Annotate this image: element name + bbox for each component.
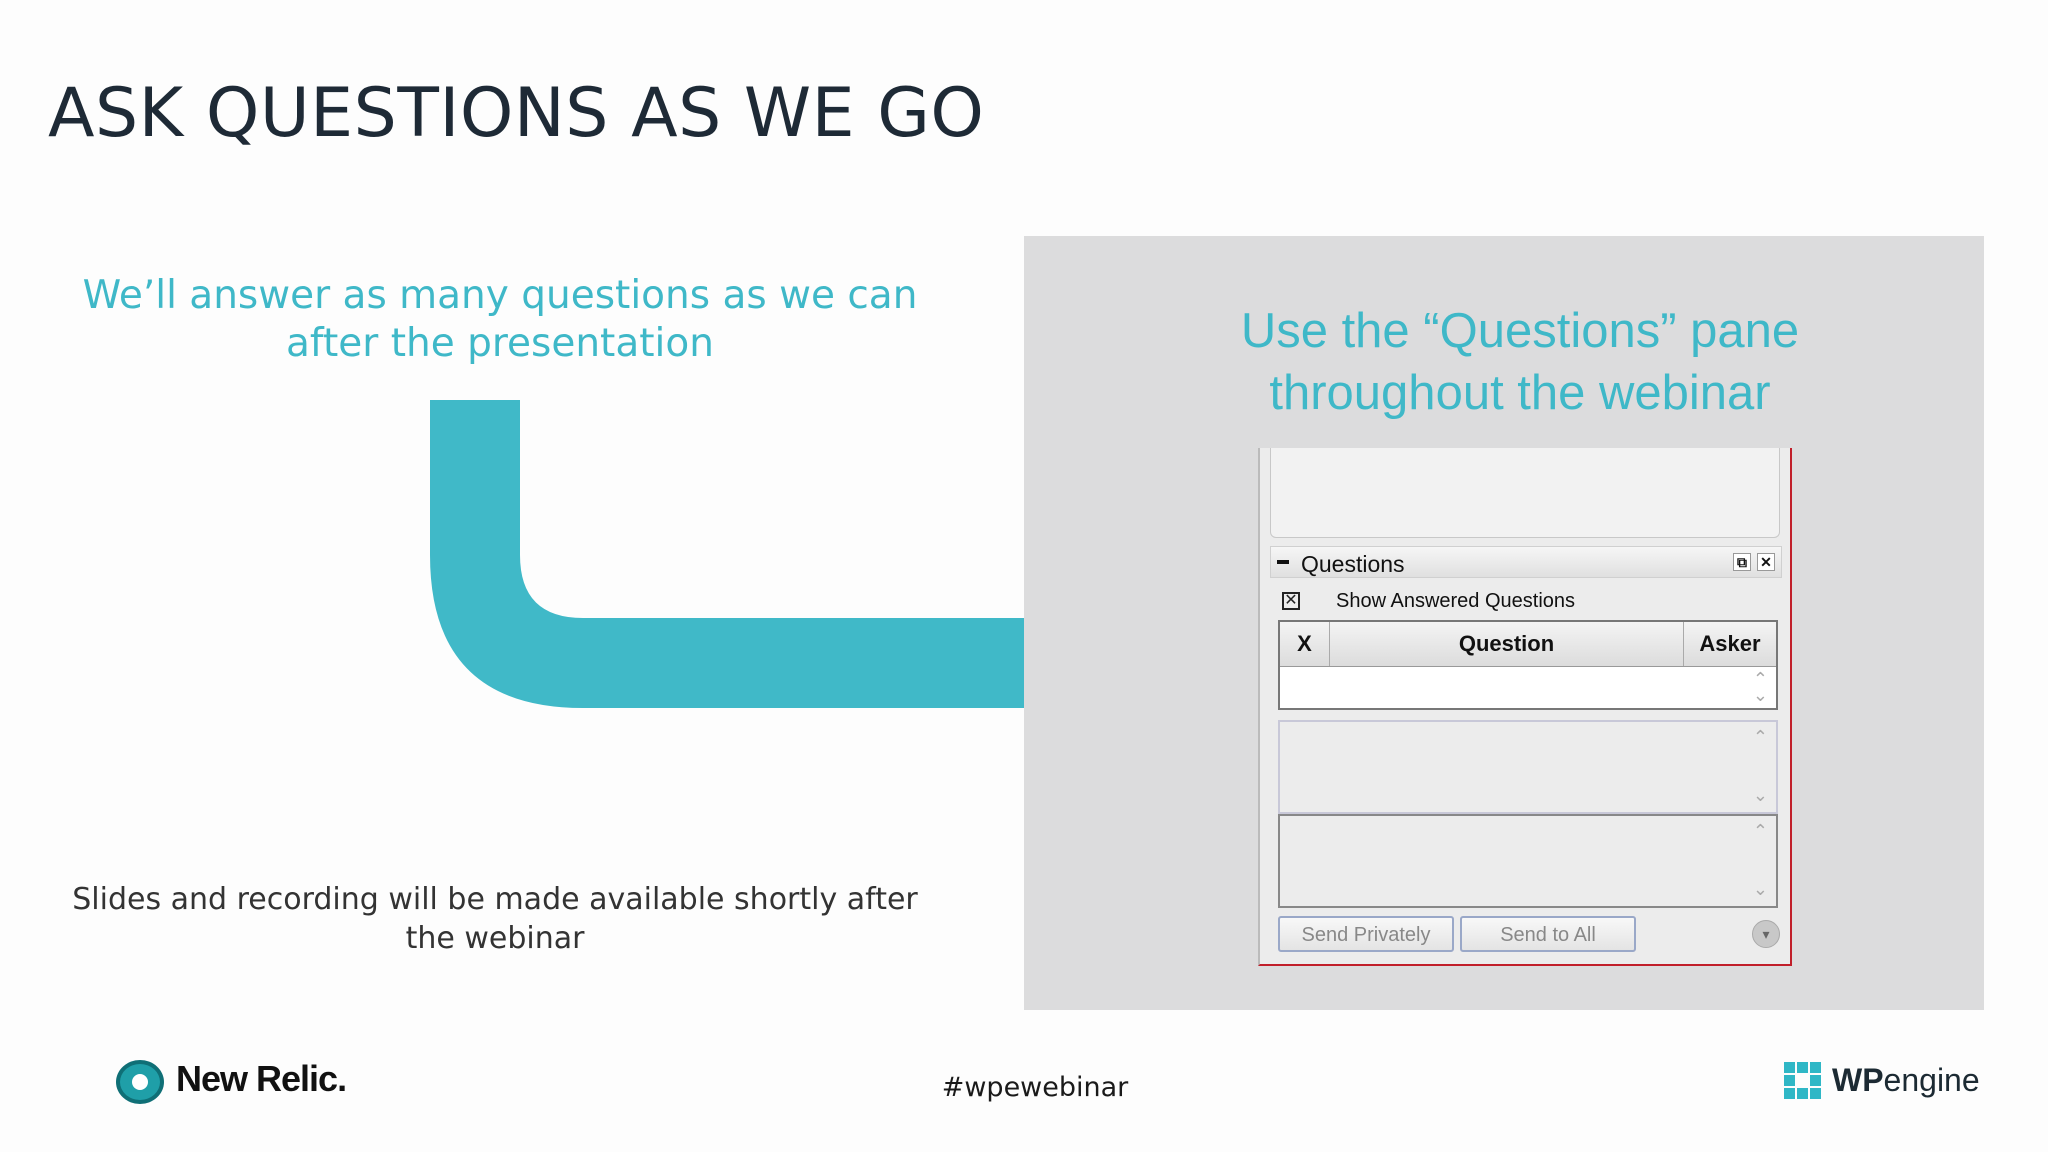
questions-pane	[1258, 448, 1792, 966]
send-privately-button[interactable]: Send Privately	[1278, 916, 1454, 952]
wp-engine-wordmark-light: engine	[1883, 1062, 1980, 1098]
questions-header[interactable]	[1270, 546, 1782, 578]
show-answered-checkbox[interactable]: ✕	[1282, 592, 1300, 610]
scroll-up-icon[interactable]: ⌃	[1752, 821, 1768, 841]
questions-table[interactable]	[1278, 620, 1778, 710]
close-icon[interactable]: ✕	[1757, 553, 1775, 571]
collapse-icon[interactable]	[1277, 560, 1289, 564]
wp-engine-wordmark	[1832, 1062, 1980, 1099]
wp-engine-logo	[1784, 1060, 2004, 1104]
answer-after-message: We’ll answer as many questions as we can after the presentation	[82, 273, 918, 366]
hashtag: #wpewebinar	[941, 1072, 1129, 1103]
pane-top-area	[1270, 448, 1780, 538]
column-header-x[interactable]: X	[1280, 622, 1330, 666]
new-relic-wordmark: New Relic.	[176, 1058, 347, 1099]
answer-display-box	[1278, 720, 1778, 814]
wp-engine-wordmark-bold: WP	[1832, 1062, 1884, 1098]
column-header-question[interactable]: Question	[1330, 622, 1684, 666]
options-icon[interactable]: ▾	[1752, 920, 1780, 948]
scroll-down-icon[interactable]: ⌄	[1752, 785, 1768, 805]
table-header	[1280, 622, 1776, 667]
scroll-up-icon[interactable]: ⌃	[1752, 669, 1768, 689]
recording-note: Slides and recording will be made available shortly after the webinar	[72, 882, 918, 956]
panel-heading: Use the “Questions” pane throughout the webinar	[1240, 304, 1800, 420]
show-answered-label: Show Answered Questions	[1336, 590, 1576, 612]
column-header-asker[interactable]: Asker	[1699, 631, 1761, 656]
send-to-all-button[interactable]: Send to All	[1460, 916, 1636, 952]
new-relic-icon	[116, 1060, 164, 1104]
scroll-down-icon[interactable]: ⌄	[1752, 879, 1768, 899]
scroll-down-icon[interactable]: ⌄	[1752, 685, 1768, 705]
wp-engine-icon	[1784, 1062, 1822, 1100]
scroll-up-icon[interactable]: ⌃	[1752, 727, 1768, 747]
questions-title: Questions	[1301, 551, 1405, 577]
question-input-box[interactable]	[1278, 814, 1778, 908]
popout-icon[interactable]: ⧉	[1733, 553, 1751, 571]
slide-title: ASK QUESTIONS AS WE GO	[48, 74, 985, 153]
